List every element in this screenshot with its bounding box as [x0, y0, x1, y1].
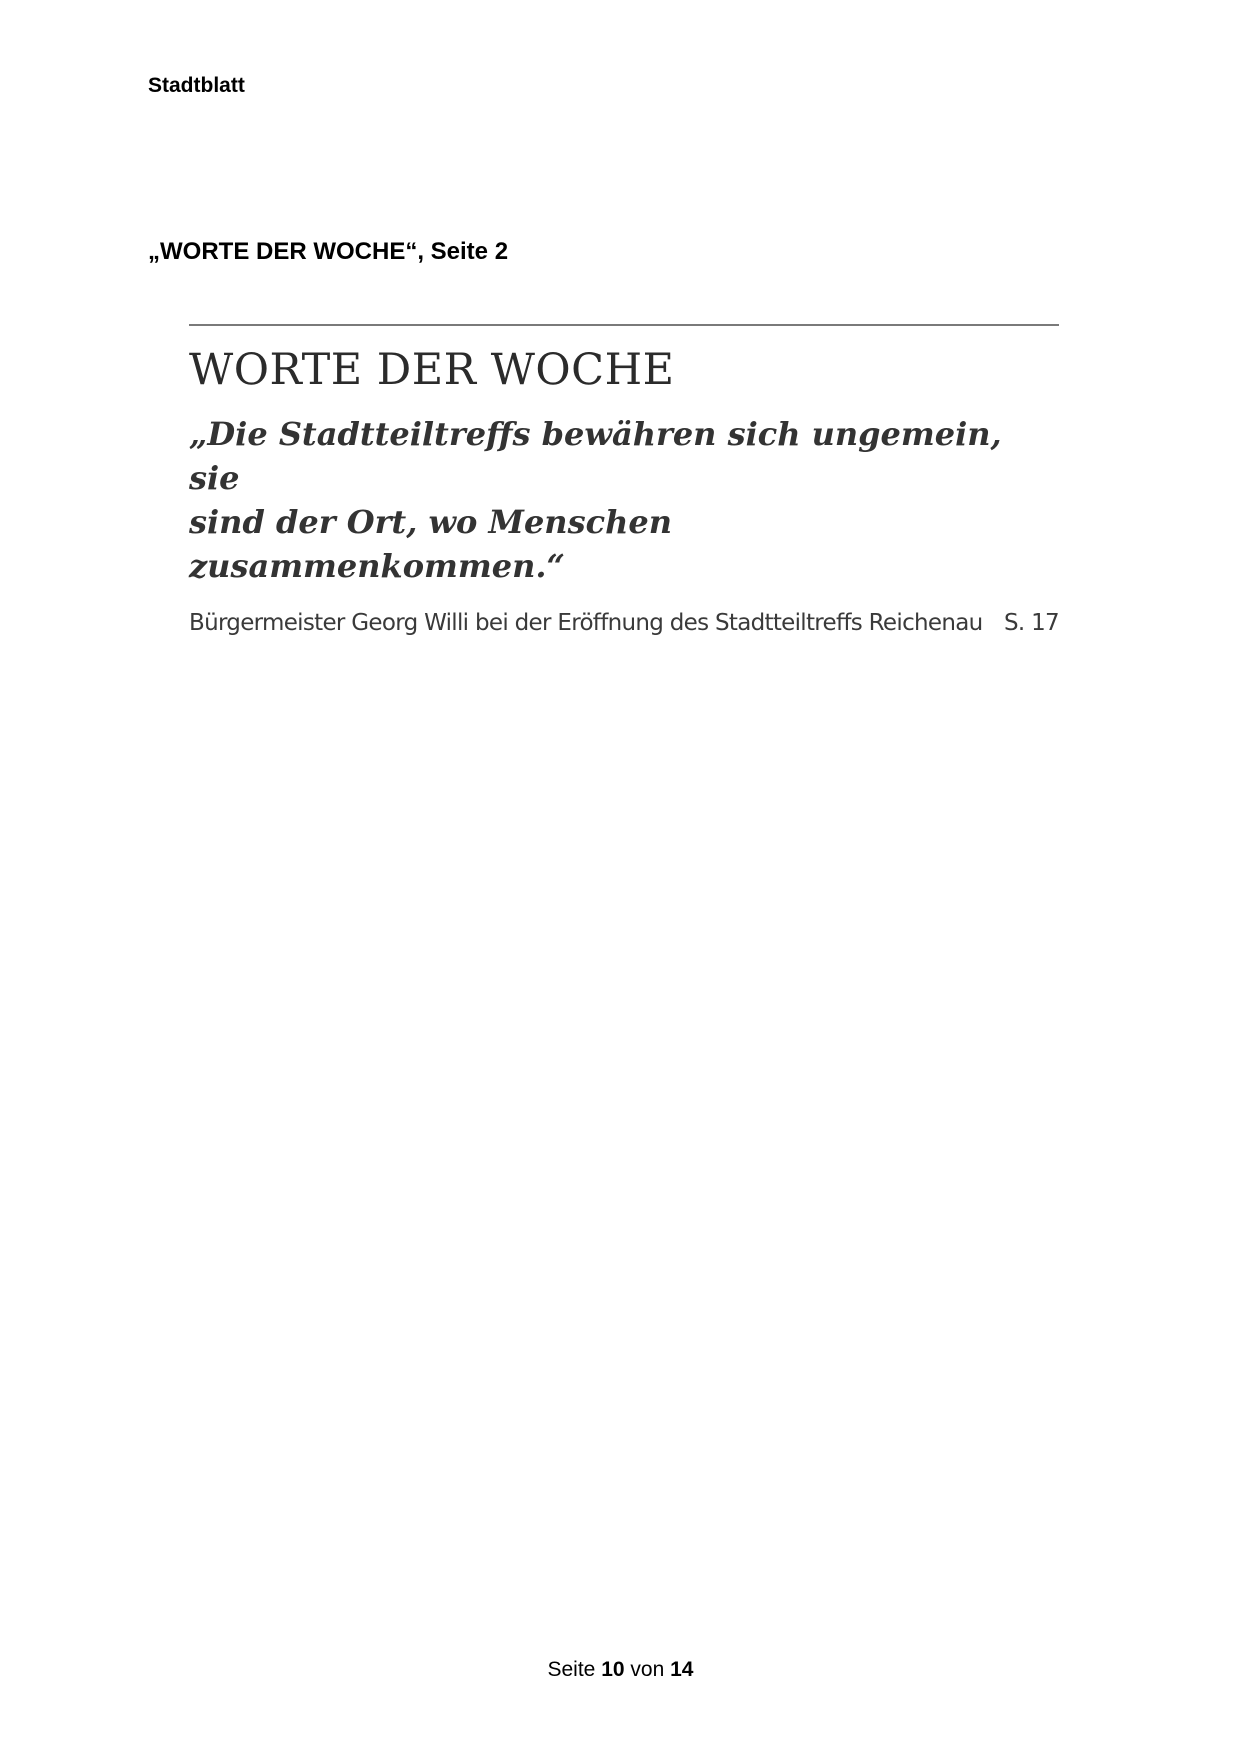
clipping-heading: WORTE DER WOCHE [189, 345, 675, 395]
newspaper-clipping [189, 324, 1059, 638]
clipping-quote-line-2: sind der Ort, wo Menschen zusammenkommen.“ [189, 503, 672, 585]
clipping-attribution-row [189, 608, 1059, 638]
page-number-footer [0, 1656, 1241, 1684]
clipping-attribution-text: Bürgermeister Georg Willi bei der Eröffnung des Stadtteiltreffs Reichenau [189, 610, 983, 636]
footer-prefix: Seite [547, 1658, 596, 1681]
clipping-quote [189, 412, 1059, 588]
footer-total-pages: 14 [670, 1658, 694, 1681]
footer-current-page: 10 [601, 1658, 625, 1681]
document-source-label: Stadtblatt [148, 74, 245, 97]
footer-separator: von [630, 1658, 665, 1681]
clipping-quote-line-1: „Die Stadtteiltreffs bewähren sich ungemein, sie [189, 415, 1002, 497]
clipping-page-reference: S. 17 [1004, 610, 1059, 636]
clipping-top-rule [189, 324, 1059, 326]
article-caption: „WORTE DER WOCHE“, Seite 2 [148, 238, 509, 265]
